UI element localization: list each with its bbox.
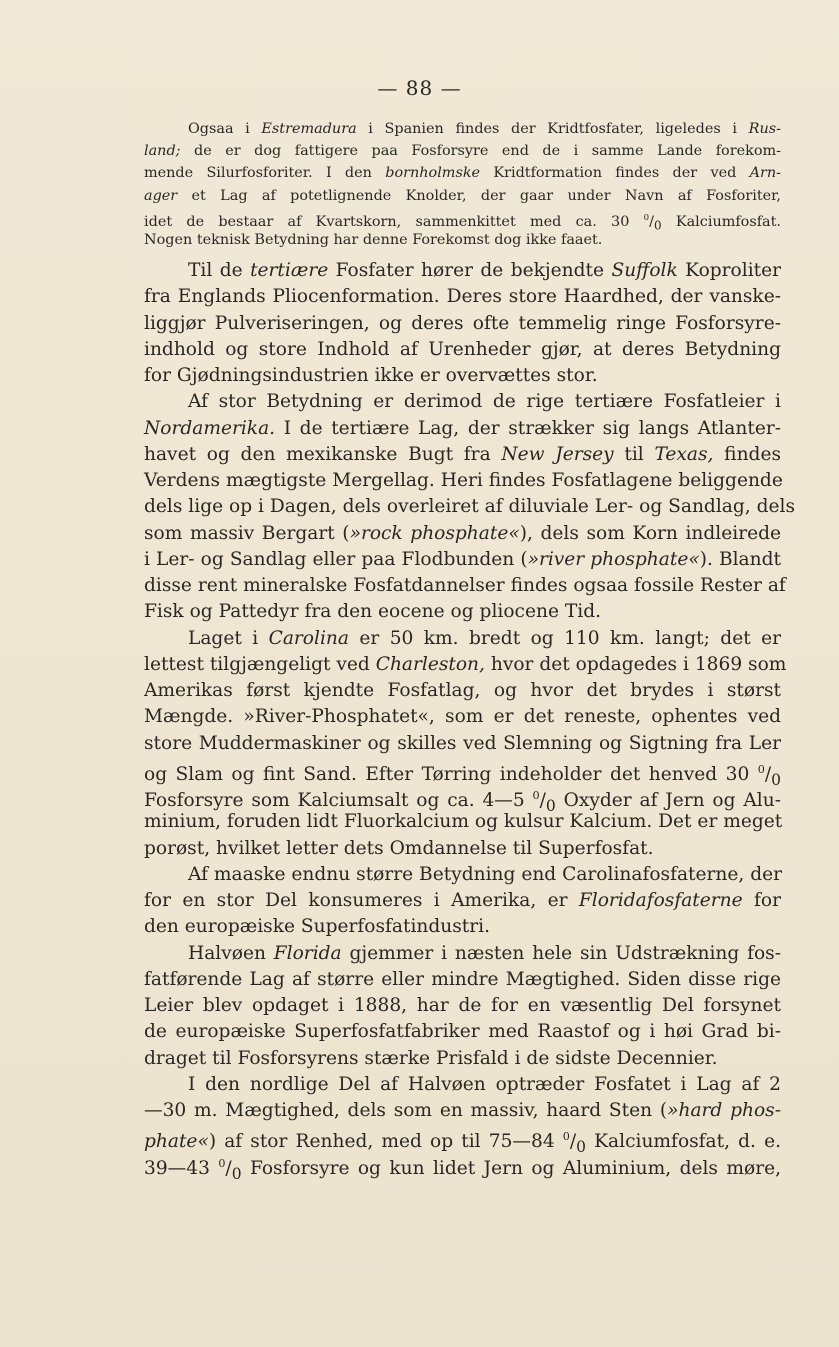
text-line: for en stor Del konsumeres i Amerika, er Floridafosfaterne for — [144, 890, 781, 911]
text-line: —30 m. Mægtighed, dels som en massiv, haard Sten (»hard phos- — [144, 1100, 781, 1121]
italic-term: bornholmske — [385, 165, 481, 182]
percent-sup: 0 — [532, 789, 540, 802]
text-line: dels lige op i Dagen, dels overleiret af diluviale Ler- og Sandlag, dels — [144, 496, 795, 518]
text-line: disse rent mineralske Fosfatdannelser findes ogsaa fossile Rester af — [144, 575, 786, 596]
text-line: og Slam og fint Sand. Efter Tørring indeholder det henved 30 $^0/_0$ — [144, 762, 781, 789]
italic-term: »river phosphate« — [527, 548, 700, 570]
percent-sub: 0 — [231, 1164, 242, 1183]
percent-sub: 0 — [545, 796, 556, 815]
italic-term: Floridafosfaterne — [578, 890, 743, 911]
italic-term: Charleston, — [375, 653, 485, 675]
text-line: lettest tilgjængeligt ved Charleston, hvor det opdagedes i 1869 som — [144, 653, 787, 675]
italic-term: Rus- — [748, 121, 781, 137]
text-line: Halvøen Florida gjemmer i næsten hele sin Udstrækning fos- — [188, 942, 781, 964]
text-line: Af stor Betydning er derimod de rige tertiære Fosfatleier i — [188, 391, 781, 413]
text-line: Mængde. »River-Phosphatet«, som er det reneste, ophentes ved — [144, 706, 781, 728]
italic-term: New Jersey — [501, 443, 614, 465]
percent-sup: 0 — [643, 212, 650, 223]
text-line: mende Silurfosforiter. I den bornholmske Kridtformation findes der ved Arn- — [144, 165, 781, 182]
italic-term: Estremadura — [261, 121, 357, 137]
text-line: Fisk og Pattedyr fra den eocene og pliocene Tid. — [144, 601, 602, 623]
text-line: I den nordlige Del af Halvøen optræder Fosfatet i Lag af 2 — [188, 1073, 781, 1095]
text-line: Fosforsyre som Kalciumsalt og ca. 4—5 $^0/_0$ Oxyder af Jern og Alu- — [144, 789, 781, 815]
text-line: havet og den mexikanske Bugt fra New Jersey til Texas, findes — [144, 443, 781, 465]
italic-term: tertiære — [250, 260, 329, 281]
small-print-paragraph — [144, 118, 781, 251]
text-line: draget til Fosforsyrens stærke Prisfald i de sidste Decennier. — [144, 1047, 718, 1069]
percent-sup: 0 — [757, 762, 765, 776]
text-line: Laget i Carolina er 50 km. bredt og 110 km. langt; det er — [188, 627, 781, 649]
italic-term: land; — [144, 143, 181, 160]
text-line: Til de tertiære Fosfater hører de bekjendte Suffolk Koproliter — [188, 260, 782, 281]
text-line: fatførende Lag af større eller mindre Mægtighed. Siden disse rige — [144, 968, 781, 990]
text-line: liggjør Pulveriseringen, og deres ofte temmelig ringe Fosforsyre- — [144, 312, 781, 334]
text-line: porøst, hvilket letter dets Omdannelse til Superfosfat. — [144, 837, 654, 859]
percent-sub: 0 — [771, 770, 781, 789]
text-line: Leier blev opdaget i 1888, har de for en væsentlig Del forsynet — [144, 995, 781, 1016]
italic-term: Arn- — [749, 165, 781, 182]
text-line: land; de er dog fattigere paa Fosforsyre end de i samme Lande forekom- — [144, 143, 781, 160]
text-line: Nordamerika. I de tertiære Lag, der strækker sig langs Atlanter- — [144, 417, 781, 439]
percent-sub: 0 — [653, 218, 662, 233]
text-line: 39—43 $^0/_0$ Fosforsyre og kun lidet Jern og Aluminium, dels møre, — [144, 1156, 781, 1183]
percent-sub: 0 — [576, 1138, 587, 1157]
italic-term: »hard phos- — [667, 1100, 781, 1121]
text-line: Nogen teknisk Betydning har denne Forekomst dog ikke faaet. — [144, 231, 603, 248]
text-line: som massiv Bergart (»rock phosphate«), dels som Korn indleirede — [144, 522, 781, 544]
text-line: idet de bestaar af Kvartskorn, sammenkittet med ca. 30 $^0/_0$ Kalciumfosfat. — [144, 212, 781, 233]
text-line: minium, foruden lidt Fluorkalcium og kulsur Kalcium. Det er meget — [144, 811, 783, 833]
italic-term: ager — [144, 187, 178, 204]
text-line: for Gjødningsindustrien ikke er overvættes stor. — [144, 365, 598, 386]
italic-term: Texas, — [654, 443, 714, 465]
text-line: ager et Lag af potetlignende Knolder, der gaar under Navn af Fosforiter, — [144, 187, 781, 204]
text-line: indhold og store Indhold af Urenheder gjør, at deres Betydning — [144, 338, 781, 360]
text-line: Af maaske endnu større Betydning end Carolinafosfaterne, der — [188, 863, 783, 885]
text-line: de europæiske Superfosfatfabriker med Raastof og i høi Grad bi- — [144, 1021, 781, 1043]
text-line: fra Englands Pliocenformation. Deres store Haardhed, der vanske- — [144, 286, 781, 308]
italic-term: Carolina — [268, 627, 349, 649]
percent-sup: 0 — [218, 1156, 226, 1170]
percent-sup: 0 — [562, 1130, 570, 1144]
text-line: Amerikas først kjendte Fosfatlag, og hvor det brydes i størst — [144, 680, 781, 701]
italic-term: »rock phosphate« — [349, 522, 520, 544]
italic-term: Nordamerika. — [144, 417, 276, 439]
page-number: — 88 — — [377, 76, 462, 100]
text-line: Verdens mægtigste Mergellag. Heri findes Fosfatlagene beliggende — [144, 470, 783, 491]
text-line: den europæiske Superfosfatindustri. — [144, 916, 491, 938]
italic-term: Florida — [273, 942, 342, 964]
text-line: Ogsaa i Estremadura i Spanien findes der Kridtfosfater, ligeledes i Rus- — [188, 121, 781, 137]
text-line: i Ler- og Sandlag eller paa Flodbunden (»river phosphate«). Blandt — [144, 548, 781, 570]
text-line: phate«) af stor Renhed, med op til 75—84 $^0/_0$ Kalciumfosfat, d. e. — [144, 1130, 781, 1157]
text-line: store Muddermaskiner og skilles ved Slemning og Sigtning fra Ler — [144, 732, 781, 754]
body-text — [144, 258, 795, 1183]
italic-term: Suffolk — [611, 260, 678, 281]
italic-term: phate« — [144, 1131, 209, 1153]
